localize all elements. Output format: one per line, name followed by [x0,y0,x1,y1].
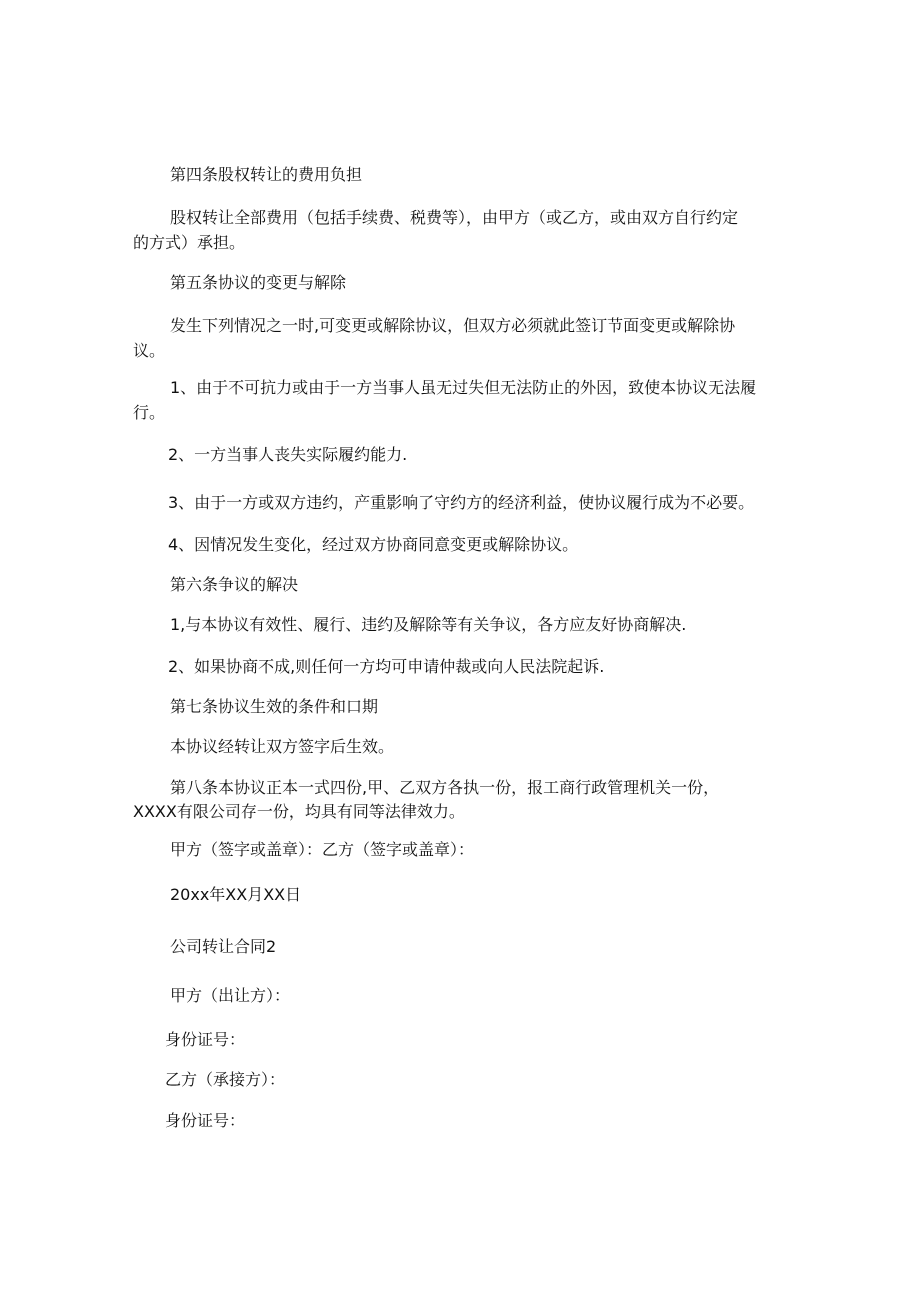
list-item-1-line2: 行。 [133,403,166,422]
paragraph-change-line1: 发生下列情况之一时,可变更或解除协议，但双方必须就此签订节面变更或解除协 [170,316,736,335]
contract-title: 公司转让合同2 [170,937,277,956]
section-heading-effective: 第七条协议生效的条件和口期 [170,697,379,716]
list-item-1-line1: 1、由于不可抗力或由于一方当事人虽无过失但无法防止的外因，致使本协议无法履 [170,378,757,397]
dispute-item-1: 1,与本协议有效性、履行、违约及解除等有关争议，各方应友好协商解决. [170,615,687,634]
list-item-4: 4、因情况发生变化，经过双方协商同意变更或解除协议。 [168,535,579,554]
section-heading-dispute: 第六条争议的解决 [170,575,299,594]
dispute-item-2: 2、如果协商不成,则任何一方均可申请仲裁或向人民法院起诉. [168,657,605,676]
date-line: 20xx年XX月XX日 [170,885,302,904]
paragraph-fee-line1: 股权转让全部费用（包括手续费、税费等），由甲方（或乙方，或由双方自行约定 [170,208,739,227]
party-b-id-line: 身份证号： [165,1111,246,1130]
party-b-line: 乙方（承接方）： [165,1070,286,1089]
paragraph-copies-line2: XXXX有限公司存一份，均具有同等法律效力。 [133,802,465,821]
signature-line: 甲方（签字或盖章）：乙方（签字或盖章）： [170,840,475,859]
list-item-3: 3、由于一方或双方违约，产重影响了守约方的经济利益，使协议履行成为不必要。 [168,493,755,512]
party-a-line: 甲方（出让方）： [170,986,291,1005]
section-heading-fee: 第四条股权转让的费用负担 [170,165,363,184]
party-a-id-line: 身份证号： [165,1030,246,1049]
paragraph-fee-line2: 的方式）承担。 [133,233,246,252]
paragraph-change-line2: 议。 [133,341,166,360]
paragraph-copies-line1: 第八条本协议正本一式四份,甲、乙双方各执一份，报工商行政管理机关一份， [170,778,720,797]
list-item-2: 2、一方当事人丧失实际履约能力. [168,445,408,464]
section-heading-change: 第五条协议的变更与解除 [170,273,347,292]
paragraph-effective: 本协议经转让双方签字后生效。 [170,737,395,756]
